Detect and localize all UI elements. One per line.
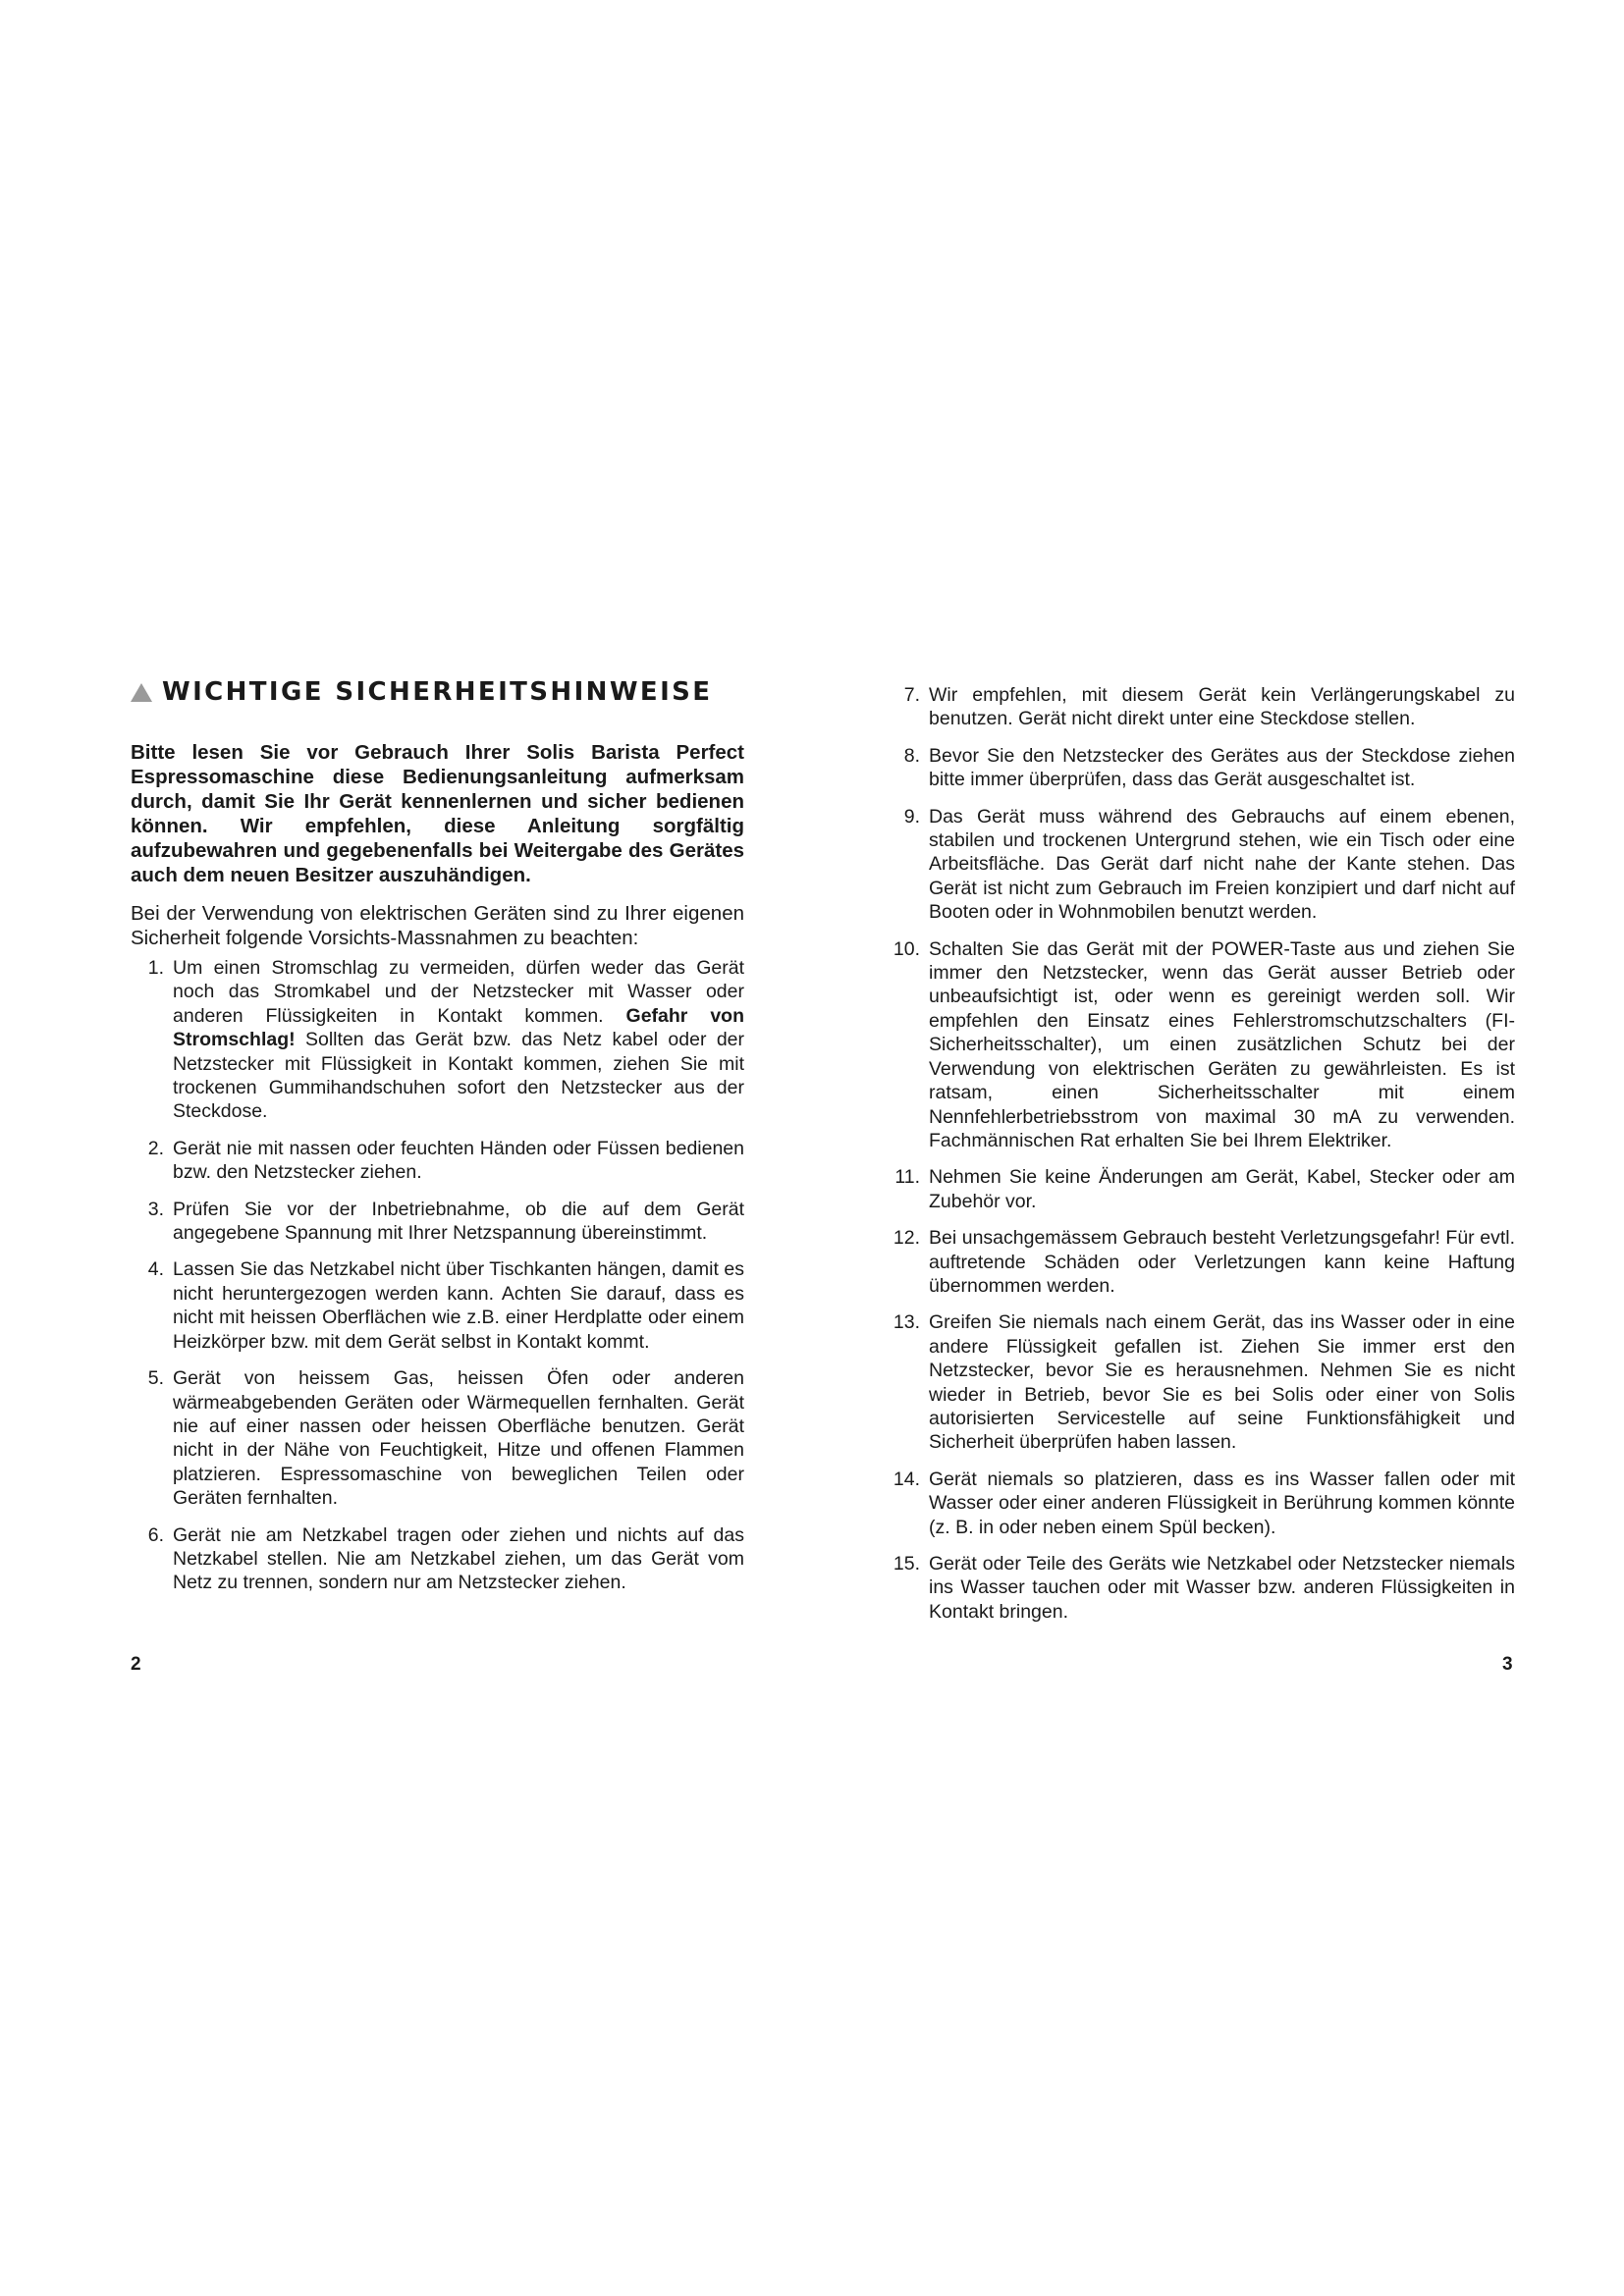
intro-paragraph-2: Bei der Verwendung von elektrischen Geräten sind zu Ihrer eigenen Sicherheit folgende Vorsichts-Massnahmen zu beachten:	[131, 902, 744, 949]
safety-item	[131, 1366, 744, 1510]
safety-item	[887, 1552, 1515, 1624]
safety-item	[131, 956, 744, 1124]
item-number: 14.	[893, 1468, 920, 1490]
safety-item	[131, 1198, 744, 1246]
item-warning-bold: Gefahr von Stromschlag!	[173, 1004, 745, 1051]
item-number: 5.	[147, 1367, 164, 1390]
item-number: 15.	[893, 1553, 920, 1575]
right-safety-list	[887, 683, 1515, 1624]
section-heading-text: WICHTIGE SICHERHEITSHINWEISE	[162, 677, 713, 707]
item-text: Gerät nie mit nassen oder feuchten Händen oder Füssen bedienen bzw. den Netzstecker ziehen.	[173, 1137, 744, 1184]
item-text: Um einen Stromschlag zu vermeiden, dürfen weder das Gerät noch das Stromkabel und der Netzstecker mit Wasser oder anderen Flüssigkeiten in Kontakt kommen. Gefahr von Stromschlag! Sollten das Gerät bzw. das Netz kabel oder der Netzstecker mit Flüssigkeit in Kontakt kommen, ziehen Sie mit trockenen Gummihandschuhen sofort den Netzstecker aus der Steckdose.	[173, 957, 745, 1123]
item-number: 3.	[147, 1198, 164, 1220]
safety-item	[887, 1165, 1515, 1213]
page-number-right: 3	[1502, 1654, 1513, 1675]
safety-item	[131, 1137, 744, 1185]
item-number: 11.	[894, 1166, 920, 1189]
item-number: 6.	[147, 1523, 164, 1546]
safety-item	[887, 1468, 1515, 1539]
safety-item	[887, 744, 1515, 792]
safety-item	[131, 1523, 744, 1595]
item-number: 4.	[147, 1258, 164, 1281]
right-page-column	[887, 683, 1515, 1636]
item-number: 1.	[147, 957, 164, 979]
item-text: Gerät niemals so platzieren, dass es ins Wasser fallen oder mit Wasser oder einer anderen Flüssigkeit in Berührung kommen könnte (z. B. in oder neben einem Spül becken).	[929, 1468, 1515, 1538]
left-page-column	[131, 677, 744, 1608]
item-text: Bei unsachgemässem Gebrauch besteht Verletzungsgefahr! Für evtl. auftretende Schäden oder Verletzungen kann keine Haftung übernommen werden.	[929, 1227, 1515, 1297]
safety-item	[887, 805, 1515, 925]
item-text: Lassen Sie das Netzkabel nicht über Tischkanten hängen, damit es nicht heruntergezogen werden kann. Achten Sie darauf, dass es nicht mit heissen Oberflächen wie z.B. einer Herdplatte oder einem Heizkörper bzw. mit dem Gerät selbst in Kontakt kommt.	[173, 1258, 744, 1353]
item-text: Nehmen Sie keine Änderungen am Gerät, Kabel, Stecker oder am Zubehör vor.	[929, 1166, 1515, 1212]
item-text: Das Gerät muss während des Gebrauchs auf einem ebenen, stabilen und trockenen Untergrund stehen, wie ein Tisch oder eine Arbeitsfläche. Das Gerät darf nicht nahe der Kante stehen. Das Gerät ist nicht zum Gebrauch im Freien konzipiert und darf nicht auf Booten oder in Wohnmobilen benutzt werden.	[929, 805, 1515, 924]
warning-triangle-icon	[131, 683, 152, 702]
safety-item	[887, 1226, 1515, 1298]
item-text: Prüfen Sie vor der Inbetriebnahme, ob die auf dem Gerät angegebene Spannung mit Ihrer Netzspannung übereinstimmt.	[173, 1198, 744, 1245]
safety-item	[887, 683, 1515, 731]
item-number: 9.	[903, 805, 920, 828]
item-number: 2.	[147, 1137, 164, 1159]
item-number: 12.	[893, 1227, 920, 1250]
safety-item	[887, 937, 1515, 1153]
item-text: Schalten Sie das Gerät mit der POWER-Taste aus und ziehen Sie immer den Netzstecker, wenn das Gerät ausser Betrieb oder unbeaufsichtigt ist, oder wenn es gereinigt werden soll. Wir empfehlen den Einsatz eines Fehlerstromschutzschalters (FI-Sicherheitsschalter), um einen zusätzlichen Schutz bei der Verwendung von elektrischen Geräten zu gewährleisten. Es ist ratsam, einen Sicherheitsschalter mit einem Nennfehlerbetriebsstrom von maximal 30 mA zu verwenden. Fachmännischen Rat erhalten Sie bei Ihrem Elektriker.	[929, 937, 1515, 1151]
section-heading	[131, 677, 744, 707]
item-text: Bevor Sie den Netzstecker des Gerätes aus der Steckdose ziehen bitte immer überprüfen, dass das Gerät ausgeschaltet ist.	[929, 744, 1515, 791]
item-number: 8.	[903, 744, 920, 767]
page-number-left: 2	[131, 1654, 141, 1675]
item-number: 13.	[893, 1311, 920, 1334]
item-text: Wir empfehlen, mit diesem Gerät kein Verlängerungskabel zu benutzen. Gerät nicht direkt unter eine Steckdose stellen.	[929, 684, 1515, 730]
item-text: Gerät von heissem Gas, heissen Öfen oder anderen wärmeabgebenden Geräten oder Wärmequellen fernhalten. Gerät nie auf einer nassen oder heissen Oberfläche benutzen. Gerät nicht in der Nähe von Feuchtigkeit, Hitze und offenen Flammen platzieren. Espressomaschine von beweglichen Teilen oder Geräten fernhalten.	[173, 1367, 744, 1510]
item-text: Greifen Sie niemals nach einem Gerät, das ins Wasser oder in eine andere Flüssigkeit gefallen ist. Ziehen Sie immer erst den Netzstecker, bevor Sie es herausnehmen. Nehmen Sie es nicht wieder in Betrieb, bevor Sie es bei Solis oder einer von Solis autorisierten Servicestelle auf seine Funktionsfähigkeit und Sicherheit überprüfen haben lassen.	[929, 1311, 1515, 1454]
item-number: 7.	[903, 684, 920, 706]
left-safety-list	[131, 956, 744, 1595]
item-text: Gerät nie am Netzkabel tragen oder ziehen und nichts auf das Netzkabel stellen. Nie am Netzkabel ziehen, um das Gerät vom Netz zu trennen, sondern nur am Netzstecker ziehen.	[173, 1523, 744, 1594]
item-text: Gerät oder Teile des Geräts wie Netzkabel oder Netzstecker niemals ins Wasser tauchen oder mit Wasser bzw. anderen Flüssigkeiten in Kontakt bringen.	[929, 1553, 1515, 1623]
intro-paragraph: Bitte lesen Sie vor Gebrauch Ihrer Solis Barista Perfect Espressomaschine diese Bedienungsanleitung aufmerksam durch, damit Sie Ihr Gerät kennenlernen und sicher bedienen können. Wir empfehlen, diese Anleitung sorgfältig aufzubewahren und gegebenenfalls bei Weitergabe des Gerätes auch dem neuen Besitzer auszuhändigen.	[131, 741, 744, 886]
item-number: 10.	[893, 937, 920, 960]
safety-item	[131, 1257, 744, 1354]
safety-item	[887, 1310, 1515, 1454]
